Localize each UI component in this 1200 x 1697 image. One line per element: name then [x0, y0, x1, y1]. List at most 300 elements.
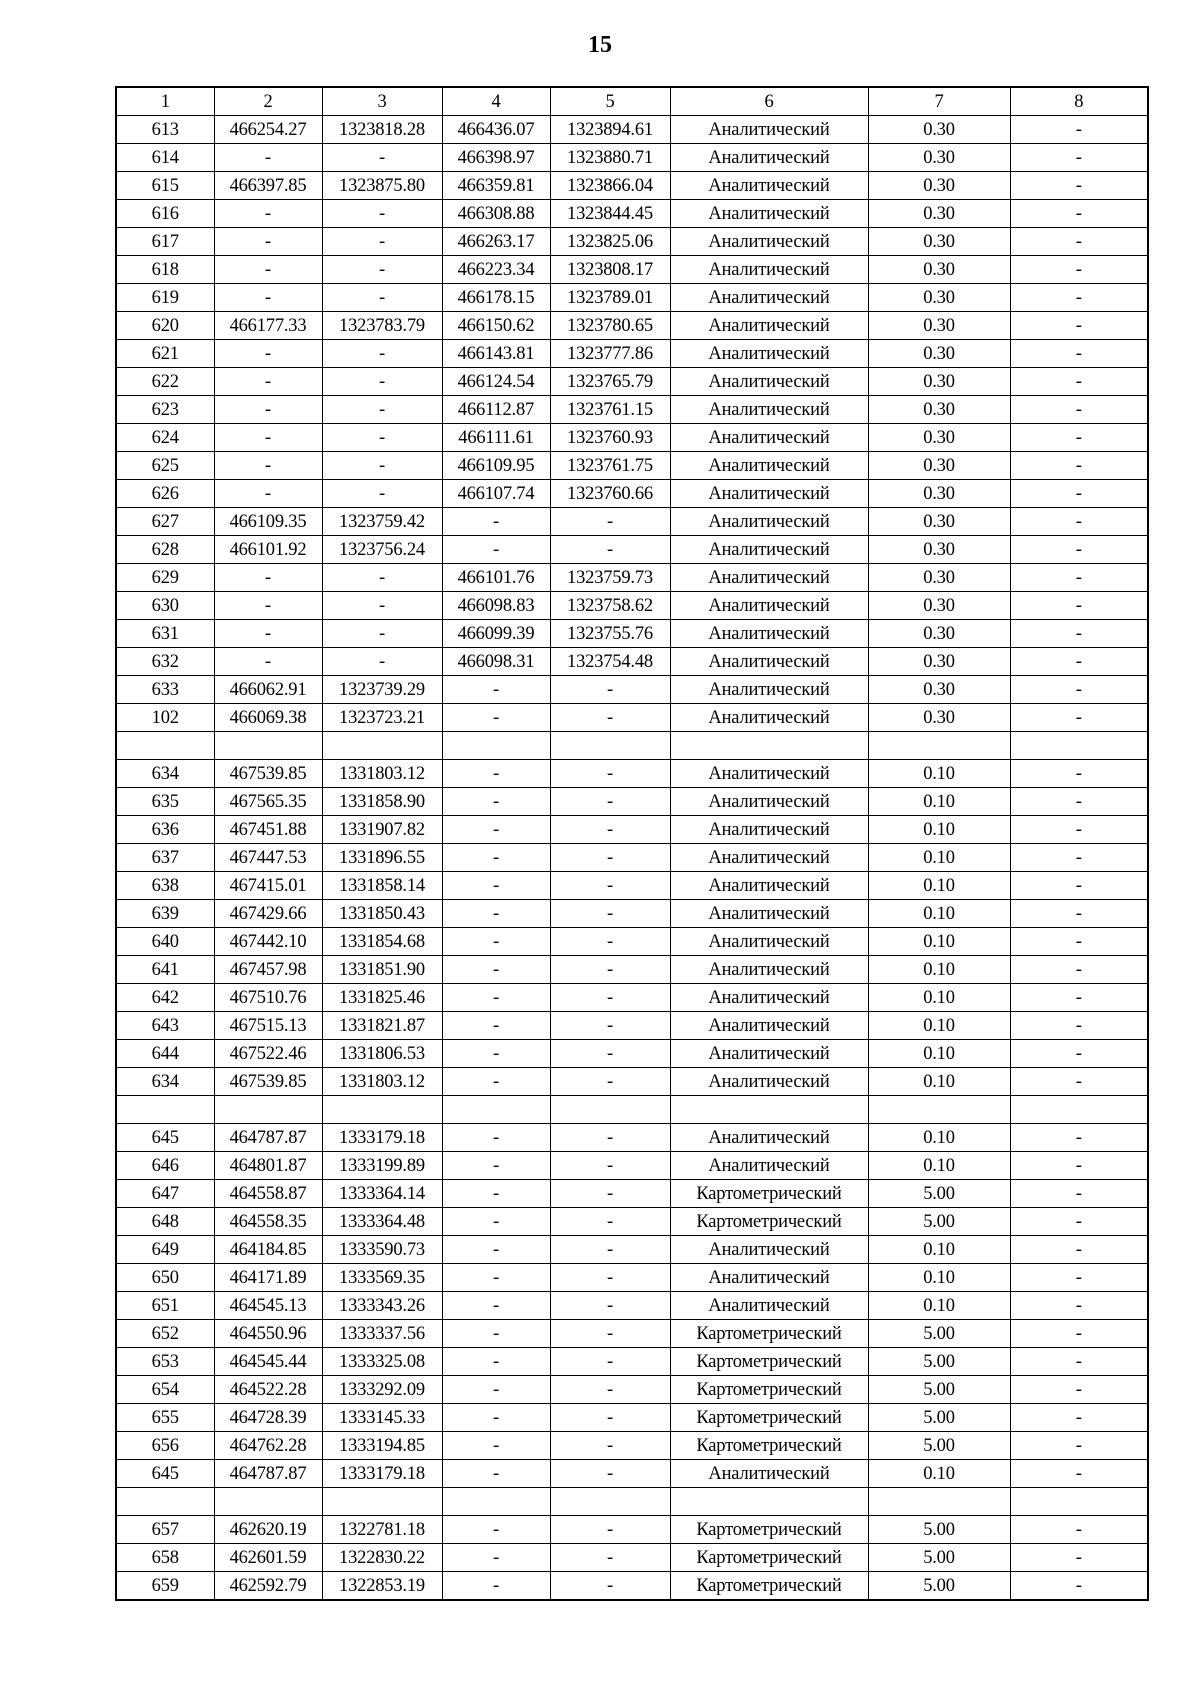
- table-cell: [442, 1096, 550, 1124]
- table-cell: -: [1010, 1236, 1148, 1264]
- table-cell: 0.10: [868, 1012, 1010, 1040]
- table-cell: 636: [116, 816, 214, 844]
- table-cell: 1323825.06: [550, 228, 670, 256]
- table-cell: Картометрический: [670, 1376, 868, 1404]
- table-cell: 5.00: [868, 1180, 1010, 1208]
- table-cell: 467539.85: [214, 1068, 322, 1096]
- table-cell: 1322853.19: [322, 1572, 442, 1601]
- table-cell: 464787.87: [214, 1460, 322, 1488]
- table-cell: [214, 1488, 322, 1516]
- table-cell: -: [1010, 956, 1148, 984]
- table-cell: 466223.34: [442, 256, 550, 284]
- table-cell: -: [550, 1236, 670, 1264]
- table-cell: -: [1010, 452, 1148, 480]
- table-cell: -: [1010, 396, 1148, 424]
- table-cell: 464762.28: [214, 1432, 322, 1460]
- table-cell: Аналитический: [670, 704, 868, 732]
- table-cell: -: [1010, 844, 1148, 872]
- table-cell: -: [550, 1040, 670, 1068]
- table-cell: -: [442, 1432, 550, 1460]
- header-cell: 8: [1010, 87, 1148, 116]
- table-cell: 659: [116, 1572, 214, 1601]
- table-cell: -: [322, 452, 442, 480]
- table-cell: [442, 1488, 550, 1516]
- table-cell: 0.10: [868, 788, 1010, 816]
- table-cell: -: [550, 1432, 670, 1460]
- table-cell: 0.10: [868, 1292, 1010, 1320]
- table-cell: 1323783.79: [322, 312, 442, 340]
- table-cell: -: [322, 648, 442, 676]
- table-cell: 1322830.22: [322, 1544, 442, 1572]
- table-cell: 631: [116, 620, 214, 648]
- table-cell: Аналитический: [670, 788, 868, 816]
- table-cell: Аналитический: [670, 284, 868, 312]
- table-cell: -: [550, 816, 670, 844]
- table-cell: 464184.85: [214, 1236, 322, 1264]
- table-cell: -: [442, 536, 550, 564]
- table-row: [116, 956, 1148, 984]
- table-cell: 645: [116, 1460, 214, 1488]
- table-cell: 462620.19: [214, 1516, 322, 1544]
- table-row: [116, 676, 1148, 704]
- table-cell: -: [322, 200, 442, 228]
- table-cell: -: [550, 760, 670, 788]
- table-cell: 466436.07: [442, 116, 550, 144]
- table-cell: [670, 732, 868, 760]
- table-cell: 652: [116, 1320, 214, 1348]
- table-cell: 1323755.76: [550, 620, 670, 648]
- table-cell: 464801.87: [214, 1152, 322, 1180]
- table-row: [116, 172, 1148, 200]
- table-row: [116, 200, 1148, 228]
- table-cell: -: [1010, 1040, 1148, 1068]
- table-cell: 467539.85: [214, 760, 322, 788]
- table-cell: 5.00: [868, 1544, 1010, 1572]
- table-cell: [868, 732, 1010, 760]
- table-cell: Картометрический: [670, 1180, 868, 1208]
- table-cell: 640: [116, 928, 214, 956]
- table-cell: -: [550, 1376, 670, 1404]
- table-cell: -: [322, 396, 442, 424]
- table-row: [116, 872, 1148, 900]
- table-cell: 0.30: [868, 620, 1010, 648]
- table-cell: 1333364.48: [322, 1208, 442, 1236]
- table-cell: [550, 1096, 670, 1124]
- table-cell: 613: [116, 116, 214, 144]
- table-row: [116, 984, 1148, 1012]
- table-cell: 5.00: [868, 1376, 1010, 1404]
- table-cell: 1331854.68: [322, 928, 442, 956]
- table-cell: 1323866.04: [550, 172, 670, 200]
- table-cell: 638: [116, 872, 214, 900]
- table-cell: 617: [116, 228, 214, 256]
- table-cell: [1010, 1488, 1148, 1516]
- table-cell: -: [1010, 536, 1148, 564]
- table-cell: -: [442, 1460, 550, 1488]
- table-cell: -: [1010, 1152, 1148, 1180]
- table-cell: 5.00: [868, 1348, 1010, 1376]
- table-cell: -: [442, 900, 550, 928]
- table-row: [116, 396, 1148, 424]
- table-cell: 655: [116, 1404, 214, 1432]
- table-cell: -: [442, 676, 550, 704]
- header-cell: 5: [550, 87, 670, 116]
- table-cell: -: [1010, 1572, 1148, 1601]
- table-cell: 1323759.42: [322, 508, 442, 536]
- table-cell: 0.10: [868, 816, 1010, 844]
- table-cell: -: [1010, 872, 1148, 900]
- table-cell: [1010, 732, 1148, 760]
- table-cell: Аналитический: [670, 144, 868, 172]
- table-cell: 1323739.29: [322, 676, 442, 704]
- table-cell: -: [1010, 900, 1148, 928]
- table-cell: -: [1010, 368, 1148, 396]
- table-cell: 1323880.71: [550, 144, 670, 172]
- table-cell: Аналитический: [670, 340, 868, 368]
- table-cell: 464171.89: [214, 1264, 322, 1292]
- table-cell: -: [550, 1152, 670, 1180]
- table-cell: 646: [116, 1152, 214, 1180]
- table-cell: 1323758.62: [550, 592, 670, 620]
- table-row: [116, 844, 1148, 872]
- table-cell: -: [1010, 1460, 1148, 1488]
- table-row: [116, 1432, 1148, 1460]
- table-cell: -: [322, 256, 442, 284]
- table-cell: 464728.39: [214, 1404, 322, 1432]
- table-cell: 1331821.87: [322, 1012, 442, 1040]
- table-cell: Аналитический: [670, 1264, 868, 1292]
- table-cell: Аналитический: [670, 1236, 868, 1264]
- table-cell: 464522.28: [214, 1376, 322, 1404]
- table-cell: 637: [116, 844, 214, 872]
- table-cell: -: [214, 620, 322, 648]
- table-cell: -: [214, 424, 322, 452]
- table-row: [116, 256, 1148, 284]
- table-cell: -: [550, 704, 670, 732]
- table-cell: -: [550, 536, 670, 564]
- table-cell: -: [1010, 1544, 1148, 1572]
- table-cell: -: [550, 788, 670, 816]
- table-cell: 1333179.18: [322, 1124, 442, 1152]
- table-cell: -: [1010, 676, 1148, 704]
- table-row: [116, 1404, 1148, 1432]
- table-cell: Аналитический: [670, 1292, 868, 1320]
- table-cell: -: [322, 592, 442, 620]
- table-cell: -: [214, 452, 322, 480]
- table-cell: -: [1010, 144, 1148, 172]
- table-cell: Картометрический: [670, 1544, 868, 1572]
- table-cell: 466359.81: [442, 172, 550, 200]
- table-cell: -: [214, 284, 322, 312]
- table-row: [116, 116, 1148, 144]
- header-cell: 1: [116, 87, 214, 116]
- table-cell: -: [1010, 284, 1148, 312]
- table-cell: Аналитический: [670, 872, 868, 900]
- table-cell: 467447.53: [214, 844, 322, 872]
- table-cell: 0.30: [868, 704, 1010, 732]
- table-cell: 1323723.21: [322, 704, 442, 732]
- table-cell: 467429.66: [214, 900, 322, 928]
- table-cell: -: [1010, 340, 1148, 368]
- table-cell: 1333343.26: [322, 1292, 442, 1320]
- table-row: [116, 284, 1148, 312]
- table-cell: -: [1010, 1516, 1148, 1544]
- table-cell: -: [214, 480, 322, 508]
- table-cell: -: [550, 1264, 670, 1292]
- table-cell: -: [1010, 1012, 1148, 1040]
- table-cell: 0.10: [868, 1460, 1010, 1488]
- table-cell: -: [550, 1348, 670, 1376]
- header-cell: 7: [868, 87, 1010, 116]
- table-cell: -: [1010, 928, 1148, 956]
- table-cell: -: [1010, 1320, 1148, 1348]
- table-row: [116, 144, 1148, 172]
- table-cell: -: [442, 1152, 550, 1180]
- table-cell: -: [550, 1208, 670, 1236]
- table-row: [116, 1348, 1148, 1376]
- table-cell: 1333590.73: [322, 1236, 442, 1264]
- table-cell: 1333337.56: [322, 1320, 442, 1348]
- table-cell: 618: [116, 256, 214, 284]
- table-cell: -: [1010, 424, 1148, 452]
- table-cell: 0.10: [868, 1264, 1010, 1292]
- table-cell: -: [1010, 1292, 1148, 1320]
- table-cell: 1331858.14: [322, 872, 442, 900]
- table-cell: -: [550, 984, 670, 1012]
- table-cell: 1331825.46: [322, 984, 442, 1012]
- table-cell: [116, 1488, 214, 1516]
- table-cell: Аналитический: [670, 536, 868, 564]
- table-cell: -: [442, 1292, 550, 1320]
- table-cell: 1333364.14: [322, 1180, 442, 1208]
- table-cell: Аналитический: [670, 396, 868, 424]
- table-cell: 5.00: [868, 1208, 1010, 1236]
- table-cell: 466112.87: [442, 396, 550, 424]
- table-cell: -: [442, 816, 550, 844]
- table-cell: 467442.10: [214, 928, 322, 956]
- table-cell: 466098.83: [442, 592, 550, 620]
- table-cell: -: [322, 480, 442, 508]
- table-cell: -: [1010, 312, 1148, 340]
- table-row: [116, 1376, 1148, 1404]
- table-cell: 466109.35: [214, 508, 322, 536]
- table-cell: 651: [116, 1292, 214, 1320]
- table-cell: 0.30: [868, 116, 1010, 144]
- table-cell: 1331803.12: [322, 760, 442, 788]
- table-cell: 1323760.93: [550, 424, 670, 452]
- header-cell: 4: [442, 87, 550, 116]
- table-cell: -: [214, 592, 322, 620]
- table-cell: -: [442, 872, 550, 900]
- table-cell: Аналитический: [670, 1012, 868, 1040]
- table-cell: 467510.76: [214, 984, 322, 1012]
- table-cell: 1323754.48: [550, 648, 670, 676]
- table-cell: -: [442, 1348, 550, 1376]
- table-cell: 1331803.12: [322, 1068, 442, 1096]
- table-cell: Картометрический: [670, 1572, 868, 1601]
- table-cell: -: [1010, 1208, 1148, 1236]
- table-cell: 0.10: [868, 760, 1010, 788]
- table-cell: Аналитический: [670, 1152, 868, 1180]
- table-cell: Аналитический: [670, 760, 868, 788]
- table-cell: -: [550, 1012, 670, 1040]
- table-cell: 464558.35: [214, 1208, 322, 1236]
- table-cell: [442, 732, 550, 760]
- table-cell: -: [442, 1320, 550, 1348]
- table-cell: 629: [116, 564, 214, 592]
- table-cell: 464558.87: [214, 1180, 322, 1208]
- table-cell: -: [1010, 228, 1148, 256]
- table-cell: -: [442, 1404, 550, 1432]
- table-cell: -: [1010, 256, 1148, 284]
- table-cell: -: [550, 1292, 670, 1320]
- table-cell: -: [1010, 620, 1148, 648]
- table-row: [116, 1264, 1148, 1292]
- table-cell: Аналитический: [670, 676, 868, 704]
- table-cell: -: [550, 1124, 670, 1152]
- table-cell: Аналитический: [670, 424, 868, 452]
- table-row: [116, 1068, 1148, 1096]
- table-cell: 1323875.80: [322, 172, 442, 200]
- table-cell: 467457.98: [214, 956, 322, 984]
- table-cell: -: [322, 340, 442, 368]
- table-cell: -: [322, 228, 442, 256]
- table-cell: 0.30: [868, 452, 1010, 480]
- table-cell: 614: [116, 144, 214, 172]
- table-cell: 1323756.24: [322, 536, 442, 564]
- table-cell: -: [1010, 1404, 1148, 1432]
- table-cell: 462592.79: [214, 1572, 322, 1601]
- table-row: [116, 564, 1148, 592]
- table-cell: 645: [116, 1124, 214, 1152]
- table-cell: 0.30: [868, 564, 1010, 592]
- table-cell: 633: [116, 676, 214, 704]
- table-cell: 1323759.73: [550, 564, 670, 592]
- table-row: [116, 1152, 1148, 1180]
- table-cell: 0.10: [868, 1236, 1010, 1264]
- table-cell: -: [1010, 508, 1148, 536]
- table-cell: 1323808.17: [550, 256, 670, 284]
- table-cell: [214, 1096, 322, 1124]
- table-cell: -: [1010, 984, 1148, 1012]
- table-cell: -: [550, 928, 670, 956]
- table-cell: 625: [116, 452, 214, 480]
- table-cell: 1333325.08: [322, 1348, 442, 1376]
- table-cell: 1323761.15: [550, 396, 670, 424]
- table-cell: -: [1010, 788, 1148, 816]
- table-cell: 1333179.18: [322, 1460, 442, 1488]
- table-cell: 624: [116, 424, 214, 452]
- table-cell: 5.00: [868, 1572, 1010, 1601]
- table-cell: -: [442, 1376, 550, 1404]
- table-cell: 464787.87: [214, 1124, 322, 1152]
- table-cell: 466109.95: [442, 452, 550, 480]
- table-cell: -: [550, 1320, 670, 1348]
- table-cell: -: [442, 704, 550, 732]
- table-cell: 641: [116, 956, 214, 984]
- table-cell: 466062.91: [214, 676, 322, 704]
- table-cell: Аналитический: [670, 900, 868, 928]
- table-cell: -: [442, 760, 550, 788]
- table-row: [116, 536, 1148, 564]
- table-cell: -: [322, 144, 442, 172]
- table-cell: -: [214, 564, 322, 592]
- table-cell: -: [550, 956, 670, 984]
- table-cell: -: [550, 900, 670, 928]
- table-cell: Аналитический: [670, 816, 868, 844]
- table-cell: 466069.38: [214, 704, 322, 732]
- table-cell: 0.10: [868, 900, 1010, 928]
- table-cell: 1323761.75: [550, 452, 670, 480]
- table-cell: -: [1010, 1376, 1148, 1404]
- table-cell: 466397.85: [214, 172, 322, 200]
- table-cell: 464545.44: [214, 1348, 322, 1376]
- table-row: [116, 1460, 1148, 1488]
- table-cell: 466308.88: [442, 200, 550, 228]
- table-cell: -: [550, 1180, 670, 1208]
- table-cell: Аналитический: [670, 116, 868, 144]
- table-cell: 464550.96: [214, 1320, 322, 1348]
- table-cell: 0.30: [868, 312, 1010, 340]
- table-row: [116, 1208, 1148, 1236]
- table-cell: 644: [116, 1040, 214, 1068]
- table-cell: -: [214, 228, 322, 256]
- table-cell: -: [322, 368, 442, 396]
- table-cell: Аналитический: [670, 480, 868, 508]
- table-cell: -: [1010, 704, 1148, 732]
- table-cell: 1323789.01: [550, 284, 670, 312]
- table-cell: Аналитический: [670, 172, 868, 200]
- table-row: [116, 1124, 1148, 1152]
- table-row: [116, 1096, 1148, 1124]
- table-cell: 0.30: [868, 368, 1010, 396]
- table-cell: 1323818.28: [322, 116, 442, 144]
- table-cell: 621: [116, 340, 214, 368]
- table-cell: -: [1010, 592, 1148, 620]
- table-cell: 619: [116, 284, 214, 312]
- table-row: [116, 732, 1148, 760]
- table-cell: 0.30: [868, 340, 1010, 368]
- table-cell: 0.30: [868, 536, 1010, 564]
- table-cell: -: [442, 956, 550, 984]
- table-cell: -: [1010, 564, 1148, 592]
- table-cell: Картометрический: [670, 1208, 868, 1236]
- table-cell: 466254.27: [214, 116, 322, 144]
- table-cell: -: [442, 508, 550, 536]
- table-cell: 1333292.09: [322, 1376, 442, 1404]
- table-row: [116, 648, 1148, 676]
- table-cell: 466398.97: [442, 144, 550, 172]
- table-cell: -: [1010, 816, 1148, 844]
- table-cell: [1010, 1096, 1148, 1124]
- table-cell: 0.10: [868, 1040, 1010, 1068]
- table-cell: 467415.01: [214, 872, 322, 900]
- table-cell: 647: [116, 1180, 214, 1208]
- table-cell: 466101.76: [442, 564, 550, 592]
- table-cell: Аналитический: [670, 452, 868, 480]
- table-cell: Аналитический: [670, 1040, 868, 1068]
- table-cell: -: [550, 1572, 670, 1601]
- table-cell: 466099.39: [442, 620, 550, 648]
- table-cell: -: [1010, 648, 1148, 676]
- table-cell: [322, 1096, 442, 1124]
- table-row: [116, 1040, 1148, 1068]
- table-cell: 466098.31: [442, 648, 550, 676]
- table-cell: 0.30: [868, 480, 1010, 508]
- table-cell: Аналитический: [670, 228, 868, 256]
- table-cell: 1331850.43: [322, 900, 442, 928]
- table-row: [116, 228, 1148, 256]
